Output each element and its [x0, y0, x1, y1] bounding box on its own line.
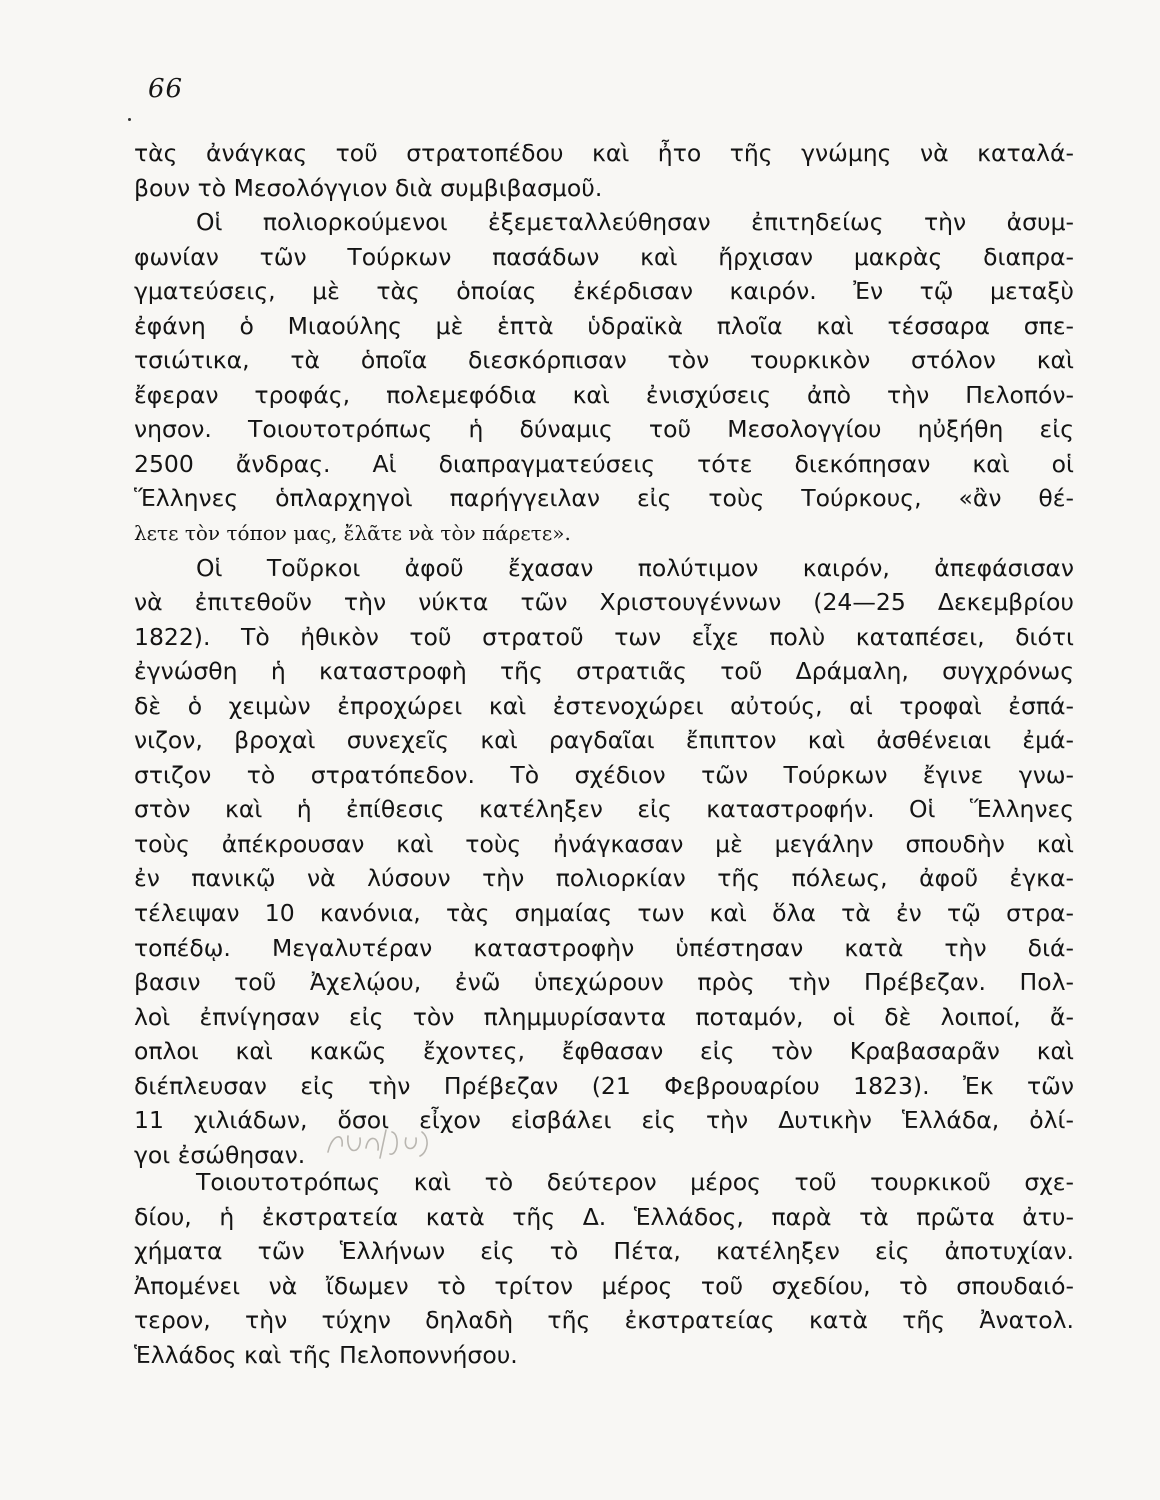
text-line: Ἕλληνες ὁπλαρχηγοὶ παρήγγειλαν εἰς τοὺς Τούρκους, «ἂν θέ- — [134, 484, 1074, 513]
text-line: βασιν τοῦ Ἀχελῴου, ἐνῶ ὑπεχώρουν πρὸς τὴν Πρέβεζαν. Πολ- — [134, 968, 1074, 997]
text-line: χήματα τῶν Ἑλλήνων εἰς τὸ Πέτα, κατέληξεν εἰς ἀποτυχίαν. — [134, 1237, 1074, 1266]
paragraph-1 — [134, 136, 1074, 1172]
text-line: βουν τὸ Μεσολόγγιον διὰ συμβιβασμοῦ. — [134, 173, 603, 202]
text-line: νὰ ἐπιτεθοῦν τὴν νύκτα τῶν Χριστουγέννων (24—25 Δεκεμβρίου — [134, 588, 1074, 617]
text-line: νιζον, βροχαὶ συνεχεῖς καὶ ραγδαῖαι ἔπιπτον καὶ ἀσθένειαι ἐμά- — [134, 726, 1074, 755]
text-line: λετε τὸν τόπον μας, ἔλᾶτε νὰ τὸν πάρετε». — [134, 521, 571, 546]
paragraph-2 — [134, 1165, 1074, 1372]
text-line: Οἱ πολιορκούμενοι ἐξεμεταλλεύθησαν ἐπιτηδείως τὴν ἀσυμ- — [196, 208, 1074, 237]
text-line: νησον. Τοιουτοτρόπως ἡ δύναμις τοῦ Μεσολογγίου ηὐξήθη εἰς — [134, 415, 1074, 444]
text-line: ἔφεραν τροφάς, πολεμεφόδια καὶ ἐνισχύσεις ἀπὸ τὴν Πελοπόν- — [134, 380, 1074, 409]
text-line: λοὶ ἐπνίγησαν εἰς τὸν πλημμυρίσαντα ποταμόν, οἱ δὲ λοιποί, ἄ- — [134, 1002, 1074, 1031]
text-line: ἐγνώσθη ἡ καταστροφὴ τῆς στρατιᾶς τοῦ Δράμαλη, συγχρόνως — [134, 657, 1074, 686]
text-line: 2500 ἄνδρας. Αἱ διαπραγματεύσεις τότε διεκόπησαν καὶ οἱ — [134, 449, 1074, 478]
text-line: Ἀπομένει νὰ ἴδωμεν τὸ τρίτον μέρος τοῦ σχεδίου, τὸ σπουδαιό- — [134, 1271, 1074, 1300]
text-line: γοι ἐσώθησαν. — [134, 1140, 306, 1169]
text-line: τσιώτικα, τὰ ὁποῖα διεσκόρπισαν τὸν τουρκικὸν στόλον καὶ — [134, 346, 1074, 375]
text-line: ἐν πανικῷ νὰ λύσουν τὴν πολιορκίαν τῆς πόλεως, ἀφοῦ ἐγκα- — [134, 864, 1074, 893]
text-line: Ἑλλάδος καὶ τῆς Πελοποννήσου. — [134, 1340, 518, 1369]
text-line: 1822). Τὸ ἠθικὸν τοῦ στρατοῦ των εἶχε πολὺ καταπέσει, διότι — [134, 622, 1074, 651]
text-line: δὲ ὁ χειμὼν ἐπροχώρει καὶ ἐστενοχώρει αὐτούς, αἱ τροφαὶ ἐσπά- — [134, 691, 1074, 720]
text-line: τὰς ἀνάγκας τοῦ στρατοπέδου καὶ ἦτο τῆς γνώμης νὰ καταλά- — [134, 139, 1074, 167]
pencil-annotation — [322, 1122, 442, 1162]
margin-dot — [128, 118, 131, 121]
text-line: φωνίαν τῶν Τούρκων πασάδων καὶ ἤρχισαν μακρὰς διαπρα- — [134, 242, 1074, 271]
text-line: τοπέδῳ. Μεγαλυτέραν καταστροφὴν ὑπέστησαν κατὰ τὴν διά- — [134, 933, 1074, 962]
text-line: τερον, τὴν τύχην δηλαδὴ τῆς ἐκστρατείας κατὰ τῆς Ἀνατολ. — [134, 1306, 1074, 1335]
text-line: οπλοι καὶ κακῶς ἔχοντες, ἔφθασαν εἰς τὸν Κραβασαρᾶν καὶ — [134, 1037, 1074, 1066]
page-number: 66 — [148, 74, 184, 104]
text-line: τοὺς ἀπέκρουσαν καὶ τοὺς ἠνάγκασαν μὲ μεγάλην σπουδὴν καὶ — [134, 829, 1074, 858]
text-line: στιζον τὸ στρατόπεδον. Τὸ σχέδιον τῶν Τούρκων ἔγινε γνω- — [134, 760, 1074, 789]
text-line: δίου, ἡ ἐκστρατεία κατὰ τῆς Δ. Ἑλλάδος, παρὰ τὰ πρῶτα ἀτυ- — [134, 1202, 1074, 1231]
text-line: ἐφάνη ὁ Μιαούλης μὲ ἑπτὰ ὑδραϊκὰ πλοῖα καὶ τέσσαρα σπε- — [134, 311, 1074, 340]
text-line: γματεύσεις, μὲ τὰς ὁποίας ἐκέρδισαν καιρόν. Ἐν τῷ μεταξὺ — [134, 277, 1074, 306]
text-line: τέλειψαν 10 κανόνια, τὰς σημαίας των καὶ ὅλα τὰ ἐν τῷ στρα- — [134, 899, 1074, 928]
text-line: διέπλευσαν εἰς τὴν Πρέβεζαν (21 Φεβρουαρίου 1823). Ἐκ τῶν — [134, 1071, 1074, 1100]
text-line: στὸν καὶ ἡ ἐπίθεσις κατέληξεν εἰς καταστροφήν. Οἱ Ἕλληνες — [134, 795, 1074, 824]
text-line: Τοιουτοτρόπως καὶ τὸ δεύτερον μέρος τοῦ τουρκικοῦ σχε- — [196, 1168, 1074, 1196]
text-line: 11 χιλιάδων, ὅσοι εἶχον εἰσβάλει εἰς τὴν Δυτικὴν Ἑλλάδα, ὀλί- — [134, 1106, 1074, 1135]
text-line: Οἱ Τοῦρκοι ἀφοῦ ἔχασαν πολύτιμον καιρόν, ἀπεφάσισαν — [196, 553, 1074, 582]
